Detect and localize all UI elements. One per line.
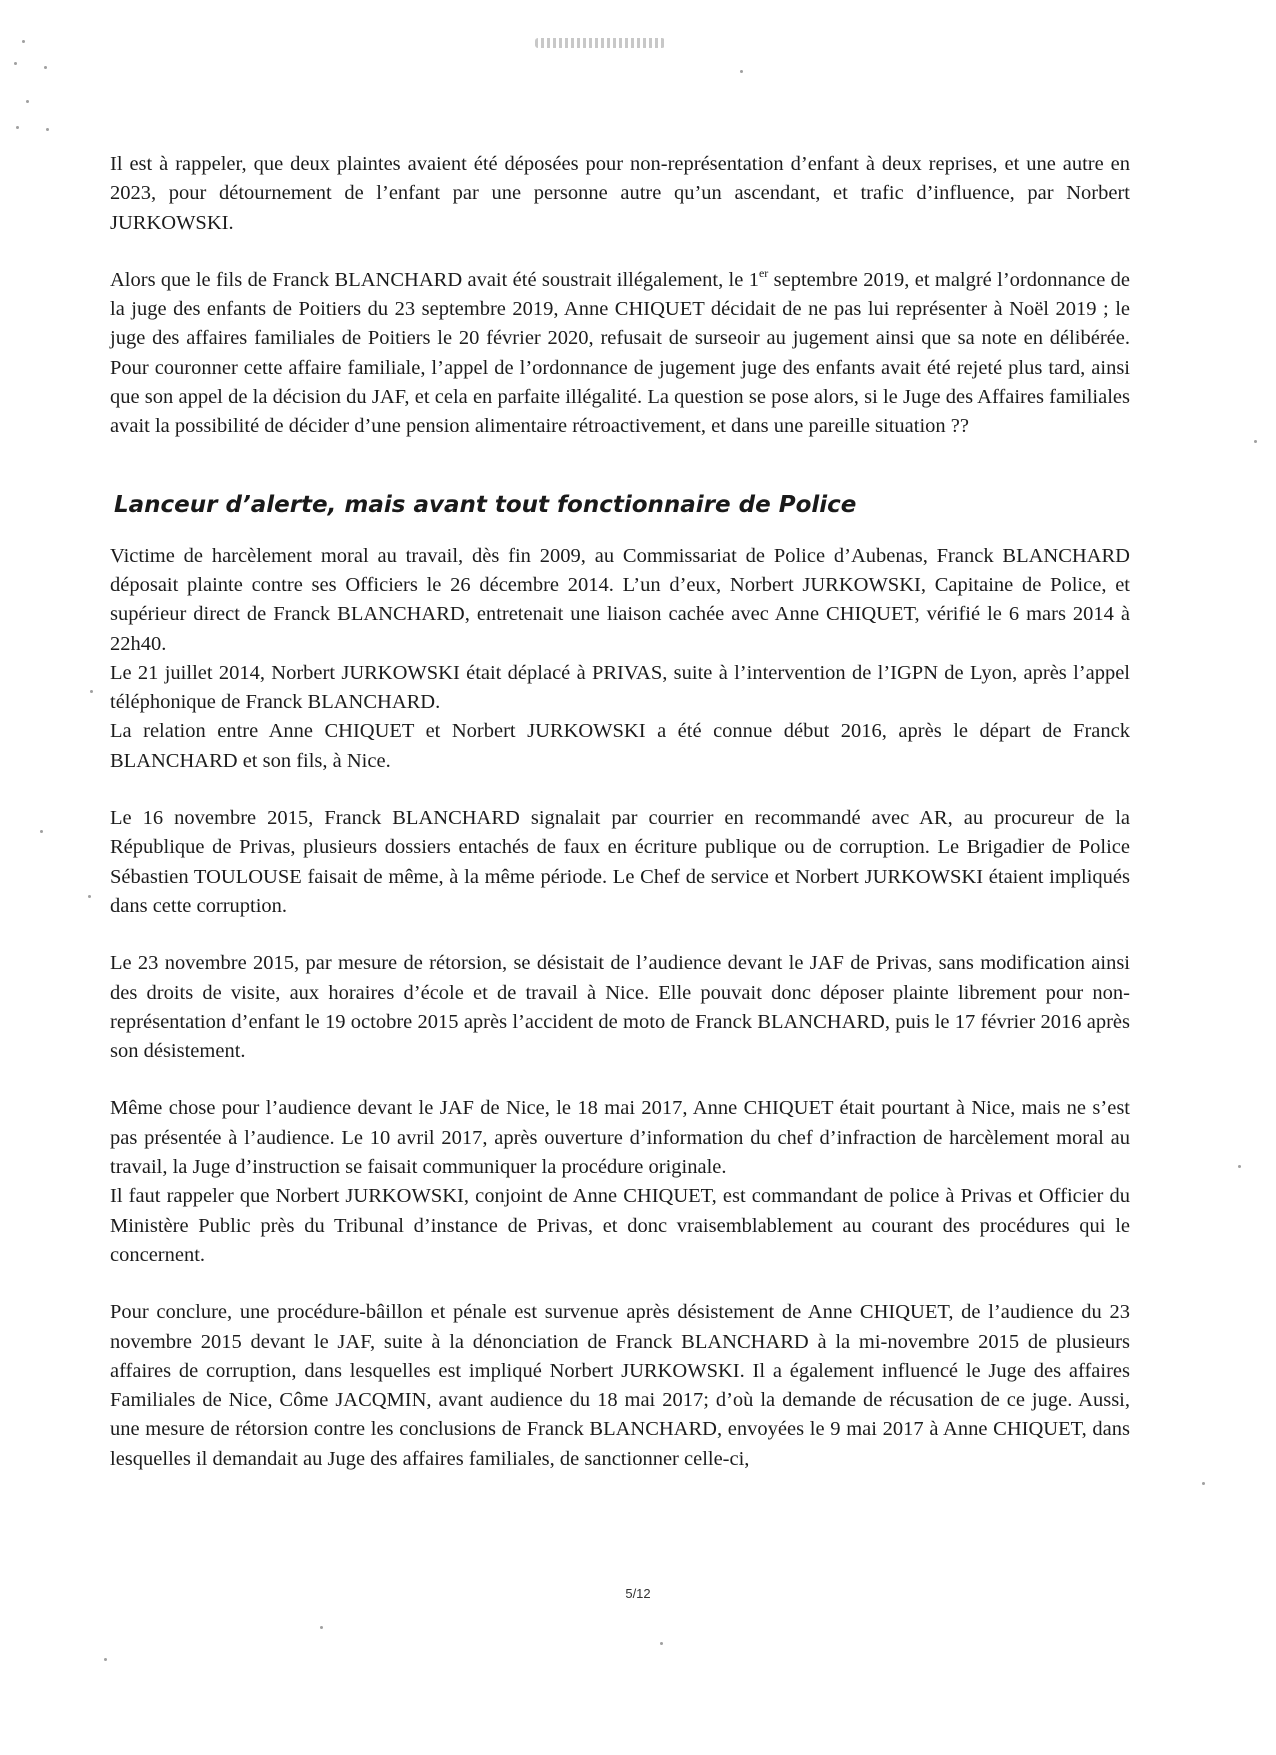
document-body bbox=[110, 150, 1130, 1502]
paragraph-complaints: Il est à rappeler, que deux plaintes avaient été déposées pour non-représentation d’enfant à deux reprises, et une autre en 2023, pour détournement de l’enfant par une personne autre qu’un ascendant, et trafic d’influence, par Norbert JURKOWSKI. bbox=[110, 153, 1130, 234]
scan-speck bbox=[44, 66, 47, 69]
scan-speck bbox=[46, 128, 49, 131]
scan-speck bbox=[1202, 1482, 1205, 1485]
scan-speck bbox=[22, 40, 25, 43]
scan-speck bbox=[104, 1658, 107, 1661]
paragraph-harassment: Victime de harcèlement moral au travail, dès fin 2009, au Commissariat de Police d’Aubenas, Franck BLANCHARD déposait plainte contre ses Officiers le 26 décembre 2014. L’un d’eux, Norbert JURKOWSKI, Capitaine de Police, et supérieur direct de Franck BLANCHARD, entretenait une liaison cachée avec Anne CHIQUET, vérifié le 6 mars 2014 à 22h40. bbox=[110, 544, 1130, 655]
paragraph-commander: Il faut rappeler que Norbert JURKOWSKI, conjoint de Anne CHIQUET, est commandant de police à Privas et Officier du Ministère Public près du Tribunal d’instance de Privas, et donc vraisemblablement au courant des procédures qui le concernent. bbox=[110, 1185, 1130, 1266]
paragraph-abduction-text-2: septembre 2019, et malgré l’ordonnance de la juge des enfants de Poitiers du 23 septembre 2019, Anne CHIQUET décidait de ne pas lui représenter à Noël 2019 ; le juge des affaires familiales de Poitiers le 20 février 2020, refusait de surseoir au jugement ainsi que sa note en délibérée. Pour couronner cette affaire familiale, l’appel de l’ordonnance de jugement juge des enfants avait été rejeté plus tard, ainsi que son appel de la décision du JAF, et cela en parfaite illégalité. La question se pose alors, si le Juge des Affaires familiales avait la possibilité de décider d’une pension alimentaire rétroactivement, et dans une pareille situation ?? bbox=[110, 268, 1130, 438]
scan-speck bbox=[660, 1642, 663, 1645]
paragraph-nice-hearing: Même chose pour l’audience devant le JAF de Nice, le 18 mai 2017, Anne CHIQUET était pourtant à Nice, mais ne s’est pas présentée à l’audience. Le 10 avril 2017, après ouverture d’information du chef d’infraction de harcèlement moral au travail, la Juge d’instruction se faisait communiquer la procédure originale. bbox=[110, 1097, 1130, 1179]
scan-speck bbox=[40, 830, 43, 833]
scan-speck bbox=[16, 126, 19, 129]
paragraph-abduction-text-1: Alors que le fils de Franck BLANCHARD avait été soustrait illégalement, le 1 bbox=[110, 268, 759, 291]
page-number: 5/12 bbox=[625, 1586, 651, 1601]
scan-speck bbox=[26, 100, 29, 103]
scan-speck bbox=[740, 70, 743, 73]
paragraph-withdrawal: Le 23 novembre 2015, par mesure de rétorsion, se désistait de l’audience devant le JAF de Privas, sans modification ainsi des droits de visite, aux horaires d’école et de travail à Nice. Elle pouvait donc déposer plainte librement pour non-représentation d’enfant le 19 octobre 2015 après l’accident de moto de Franck BLANCHARD, puis le 17 février 2016 après son désistement. bbox=[110, 952, 1130, 1063]
scan-speck bbox=[1254, 440, 1257, 443]
paragraph-relation: La relation entre Anne CHIQUET et Norbert JURKOWSKI a été connue début 2016, après le départ de Franck BLANCHARD et son fils, à Nice. bbox=[110, 720, 1130, 772]
paragraph-conclusion: Pour conclure, une procédure-bâillon et pénale est survenue après désistement de Anne CHIQUET, de l’audience du 23 novembre 2015 devant le JAF, suite à la dénonciation de Franck BLANCHARD à la mi-novembre 2015 de plusieurs affaires de corruption, dans lesquelles est impliqué Norbert JURKOWSKI. Il a également influencé le Juge des affaires Familiales de Nice, Côme JACQMIN, avant audience du 18 mai 2017; d’où la demande de récusation de ce juge. Aussi, une mesure de rétorsion contre les conclusions de Franck BLANCHARD, envoyées le 9 mai 2017 à Anne CHIQUET, dans lesquelles il demandait au Juge des affaires familiales, de sanctionner celle-ci, bbox=[110, 1301, 1130, 1470]
paragraph-abduction bbox=[110, 266, 1130, 442]
scan-speck bbox=[320, 1626, 323, 1629]
scan-speck bbox=[88, 895, 91, 898]
paragraph-report-corruption: Le 16 novembre 2015, Franck BLANCHARD signalait par courrier en recommandé avec AR, au procureur de la République de Privas, plusieurs dossiers entachés de faux en écriture publique ou de corruption. Le Brigadier de Police Sébastien TOULOUSE faisait de même, à la même période. Le Chef de service et Norbert JURKOWSKI étaient impliqués dans cette corruption. bbox=[110, 807, 1130, 917]
section-title: Lanceur d’alerte, mais avant tout fonctionnaire de Police bbox=[114, 491, 857, 518]
superscript-er: er bbox=[758, 266, 769, 281]
scan-speck bbox=[90, 690, 93, 693]
paragraph-transfer: Le 21 juillet 2014, Norbert JURKOWSKI était déplacé à PRIVAS, suite à l’intervention de l’IGPN de Lyon, après l’appel téléphonique de Franck BLANCHARD. bbox=[110, 661, 1130, 714]
scan-speck bbox=[1238, 1165, 1241, 1168]
scan-header-smudge bbox=[535, 38, 665, 48]
scan-speck bbox=[14, 62, 17, 65]
